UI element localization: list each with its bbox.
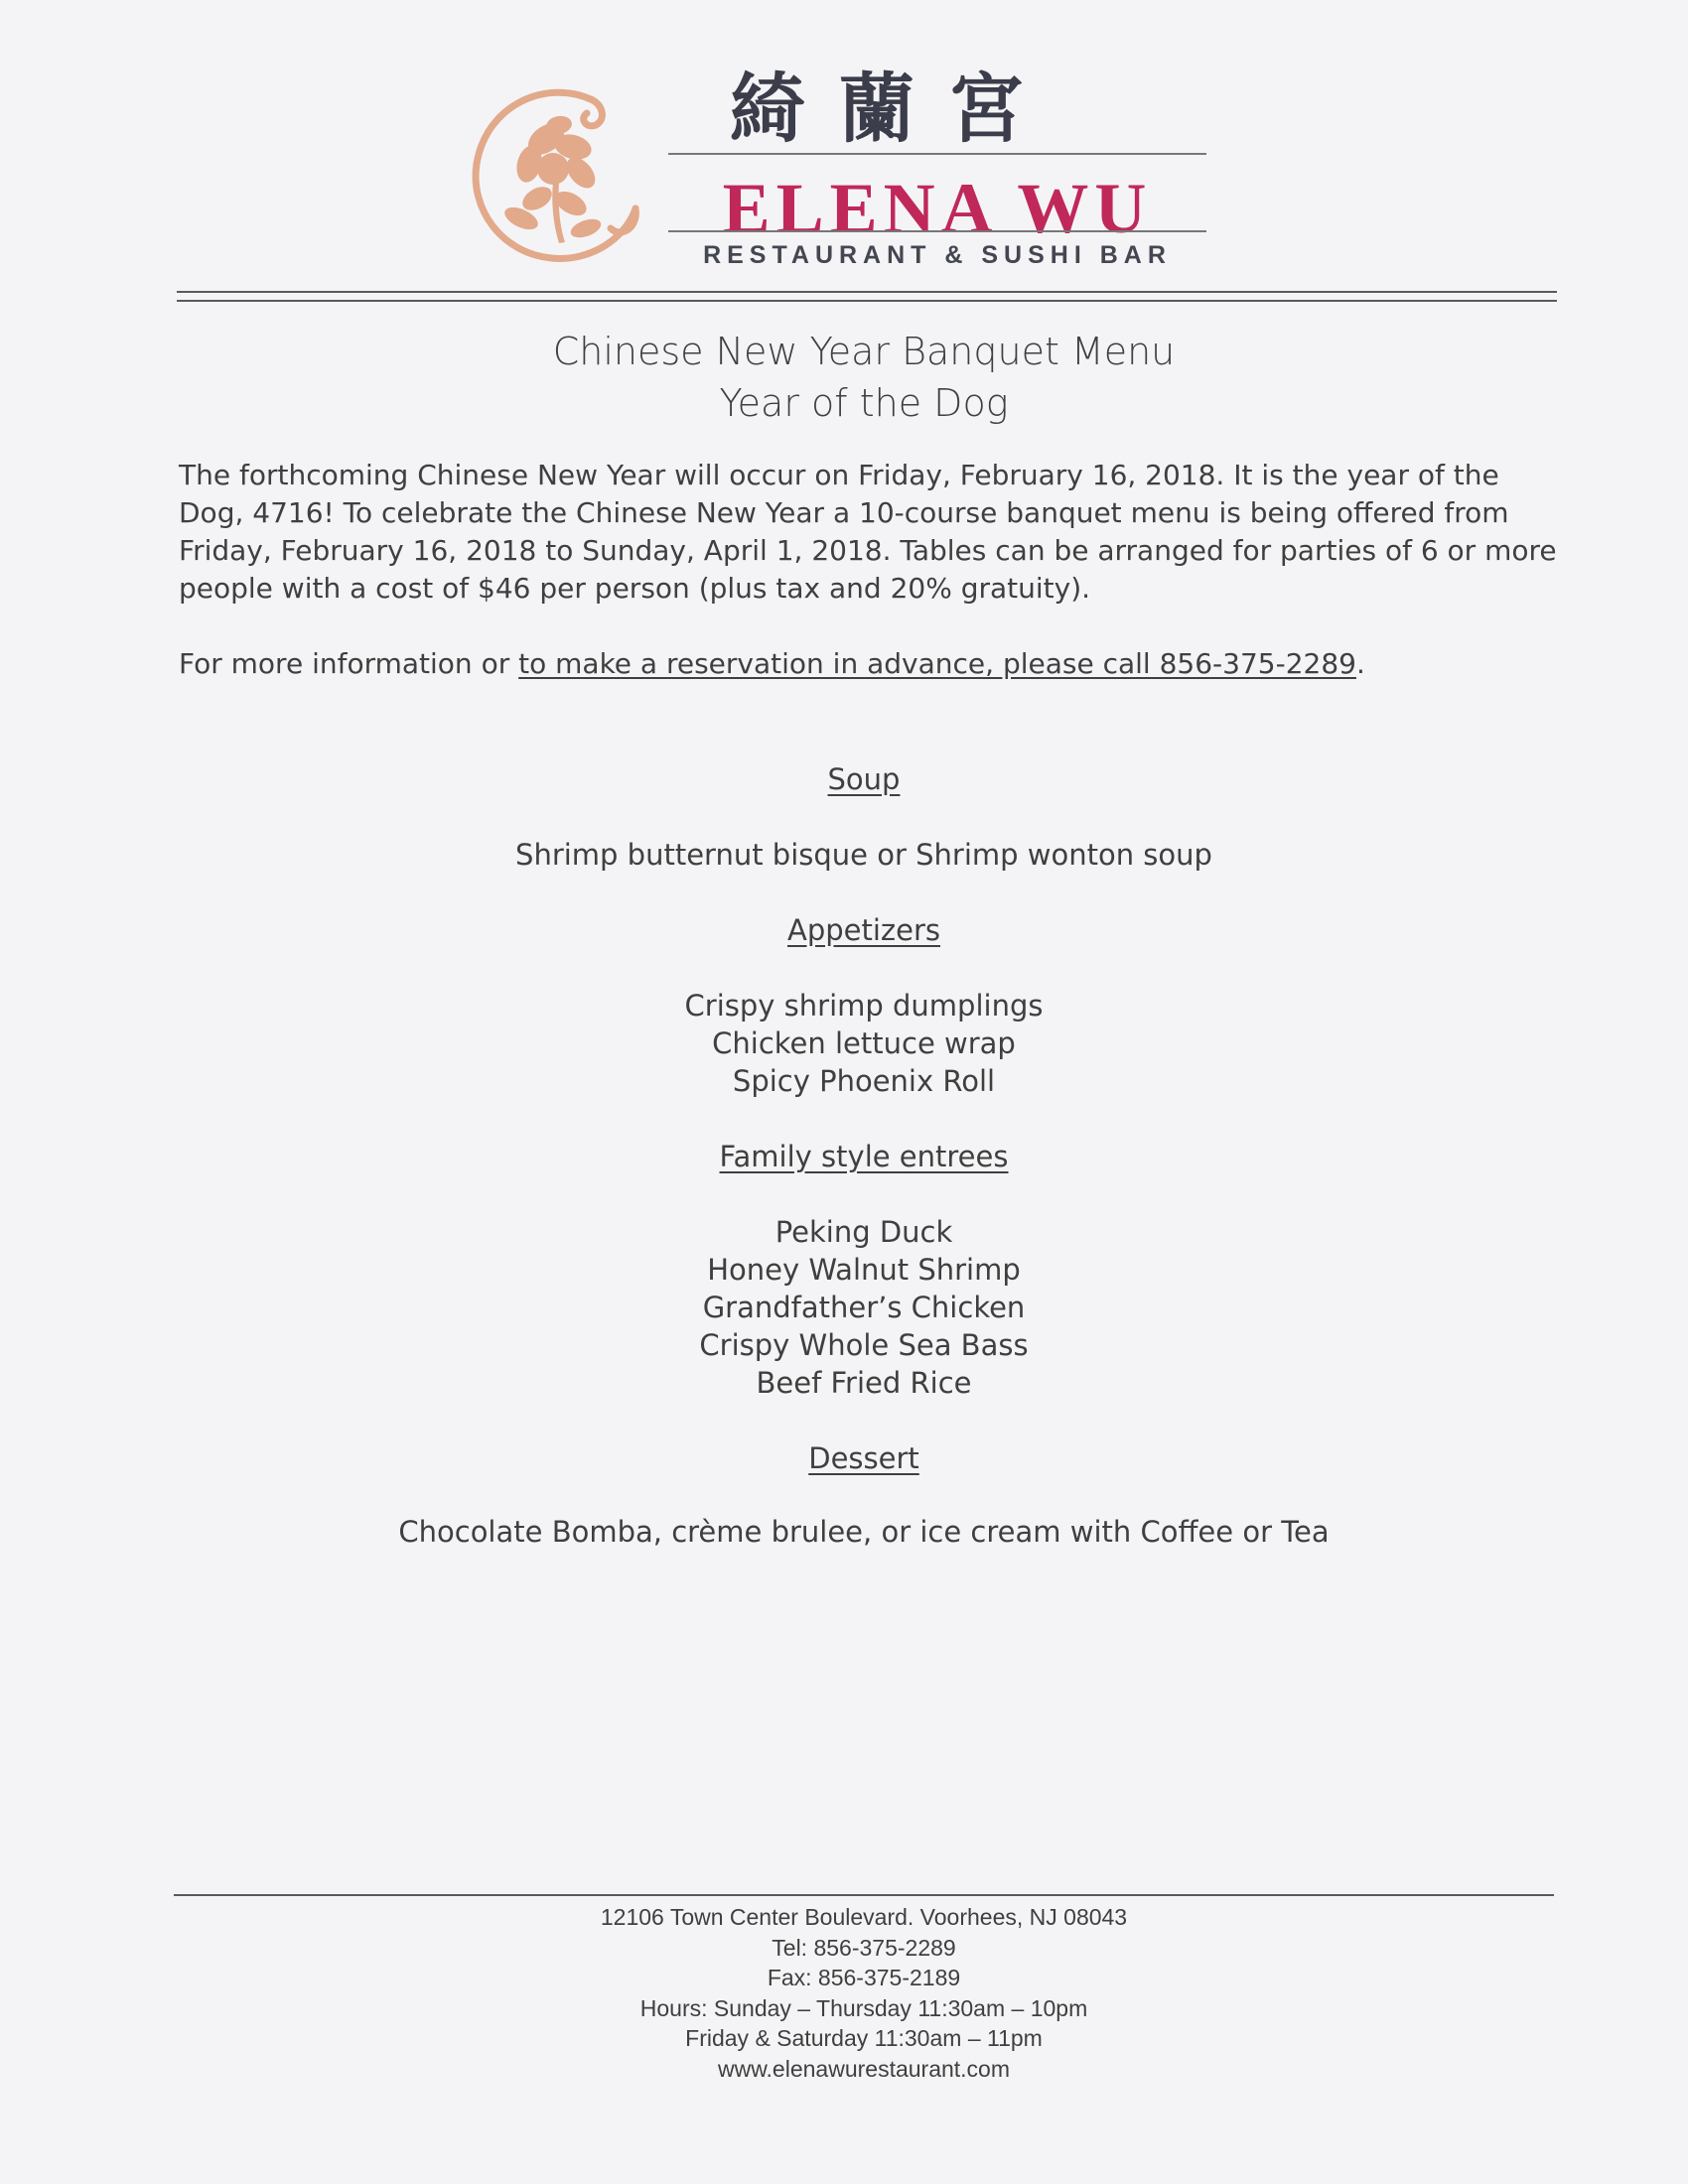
list-item: Grandfather’s Chicken xyxy=(702,1291,1026,1324)
entrees-list xyxy=(0,1213,1688,1402)
list-item: Chocolate Bomba, crème brulee, or ice cream with Coffee or Tea xyxy=(398,1515,1330,1549)
appetizers-list xyxy=(0,987,1688,1100)
list-item: Shrimp butternut bisque or Shrimp wonton soup xyxy=(515,838,1212,872)
logo-divider xyxy=(668,153,1206,155)
page-subtitle: Year of the Dog xyxy=(719,381,1009,425)
header-divider xyxy=(177,291,1557,293)
footer-contact xyxy=(0,1902,1688,2084)
appetizers-heading: Appetizers xyxy=(786,913,941,947)
entrees-heading: Family style entrees xyxy=(719,1140,1009,1173)
dessert-heading: Dessert xyxy=(808,1441,919,1475)
restaurant-name: ELENA WU xyxy=(722,169,1153,248)
restaurant-subtitle: RESTAURANT & SUSHI BAR xyxy=(703,241,1172,269)
info-prefix: For more information or xyxy=(179,647,519,680)
footer-fax: Fax: 856-375-2189 xyxy=(767,1965,961,1990)
footer-hours: Hours: Sunday – Thursday 11:30am – 10pm xyxy=(639,1994,1088,2021)
soup-list xyxy=(0,836,1688,874)
footer-hours-weekend: Friday & Saturday 11:30am – 11pm xyxy=(685,2025,1043,2051)
soup-heading: Soup xyxy=(827,762,901,796)
list-item: Chicken lettuce wrap xyxy=(712,1026,1016,1060)
list-item: Beef Fried Rice xyxy=(756,1366,972,1400)
list-item: Spicy Phoenix Roll xyxy=(732,1064,996,1098)
reservation-info xyxy=(179,645,1559,683)
header-divider xyxy=(177,300,1557,302)
list-item: Honey Walnut Shrimp xyxy=(707,1253,1021,1287)
footer-address: 12106 Town Center Boulevard. Voorhees, NJ 08043 xyxy=(600,1904,1128,1930)
intro-paragraph: The forthcoming Chinese New Year will occur on Friday, February 16, 2018. It is the year of the Dog, 4716! To celebrate the Chinese New Year a 10-course banquet menu is being offered from Friday, February 16, 2018 to Sunday, April 1, 2018. Tables can be arranged for parties of 6 or more people with a cost of $46 per person (plus tax and 20% gratuity). xyxy=(179,459,1557,605)
footer-website: www.elenawurestaurant.com xyxy=(717,2055,1011,2082)
list-item: Crispy Whole Sea Bass xyxy=(699,1328,1029,1362)
footer-tel: Tel: 856-375-2289 xyxy=(772,1934,956,1961)
page-title: Chinese New Year Banquet Menu xyxy=(552,330,1176,373)
footer-divider xyxy=(174,1894,1554,1896)
flower-emblem-icon xyxy=(442,69,640,268)
info-suffix: . xyxy=(1355,647,1365,680)
dessert-list xyxy=(0,1513,1688,1551)
list-item: Crispy shrimp dumplings xyxy=(684,989,1044,1023)
restaurant-logo xyxy=(442,62,1172,275)
list-item: Peking Duck xyxy=(774,1215,953,1249)
logo-divider xyxy=(668,230,1206,232)
reservation-phone-link: to make a reservation in advance, please call 856-375-2289 xyxy=(518,647,1356,680)
chinese-restaurant-name: 綺蘭宮 xyxy=(730,65,1057,153)
